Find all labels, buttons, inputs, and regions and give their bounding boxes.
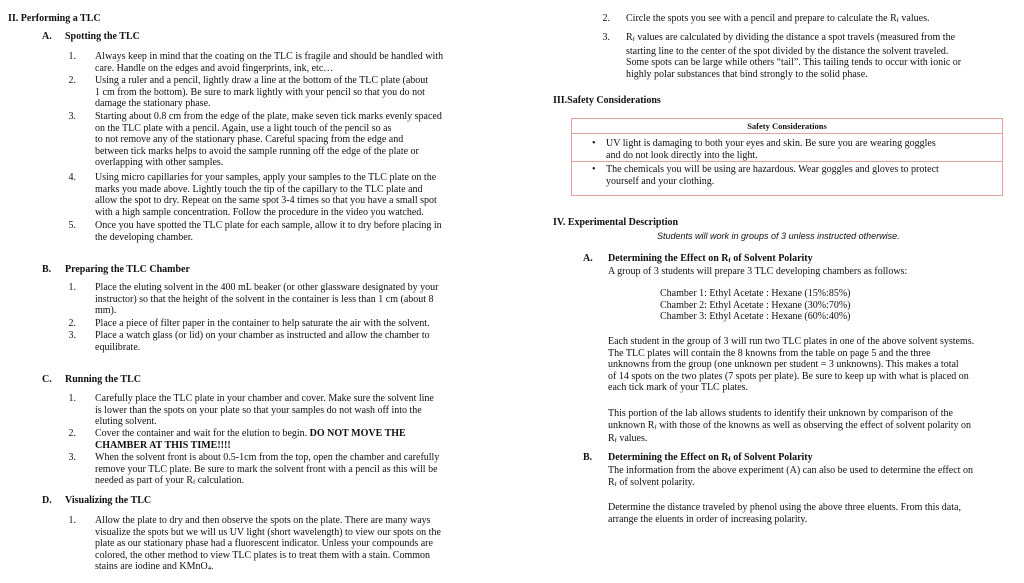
list-item: Once you have spotted the TLC plate for each sample, allow it to dry before placing in the developing chamber. bbox=[95, 220, 442, 243]
safety-box bbox=[571, 118, 1003, 196]
list-item: The chemicals you will be using are hazardous. Wear goggles and gloves to protect yourself and your clothing. bbox=[606, 164, 939, 187]
subsection-letter: B. bbox=[583, 452, 593, 463]
paragraph: Determine the distance traveled by phenol using the above three eluents. From this data, arrange the eluents in order of increasing polarity. bbox=[608, 502, 961, 525]
list-item: Allow the plate to dry and then observe the spots on the plate. There are many ways visualize the spots but we will us UV light (short wavelength) to view our spots on the plate as our stationary phase had a fluorescent indicator. Unless your compounds are colored, the other method to view TLC plates is to treat them with a stain. Common stains are iodine and KMnO4. bbox=[95, 515, 441, 573]
subsection-letter: B. bbox=[42, 264, 52, 275]
list-number: 2. bbox=[68, 318, 76, 329]
subsection-letter: D. bbox=[42, 495, 52, 506]
list-number: 5. bbox=[68, 220, 76, 231]
list-item: Always keep in mind that the coating on the TLC is fragile and should be handled with care. Handle on the edges and avoid fingerprints, ink, etc… bbox=[95, 51, 444, 74]
list-item: Rf values are calculated by dividing the distance a spot travels (measured from the starting line to the center of the spot divided by the distance the solvent traveled. Some spots can be large while others “tail”. This tailing tends to occur with ionic or highly polar substances that bind strongly to the solid phase. bbox=[626, 32, 962, 80]
section-title-experimental: IV. Experimental Description bbox=[553, 217, 679, 228]
safety-box-divider bbox=[572, 133, 1002, 134]
list-number: 1. bbox=[68, 393, 76, 404]
paragraph: This portion of the lab allows students to identify their unknown by comparison of the unknown Rf with those of the knowns as well as observing the effect of solvent polarity on Rf values. bbox=[608, 408, 972, 445]
list-item: Place the eluting solvent in the 400 mL beaker (or other glassware designated by your instructor) so that the height of the solvent in the container is less than 1 cm (about 8 mm). bbox=[95, 282, 439, 317]
list-number: 2. bbox=[68, 75, 76, 86]
paragraph: Each student in the group of 3 will run two TLC plates in one of the above solvent systems. The TLC plates will contain the 8 knowns from the table on page 5 and the three unknowns from the group (one unknown per student = 3 unknowns). This makes a total of 14 spots on the two plates (7 spots per plate). Be sure to keep up with what is placed on each tick mark of your TLC plates. bbox=[608, 336, 975, 394]
section-title-safety: III.Safety Considerations bbox=[553, 95, 661, 106]
list-item: Starting about 0.8 cm from the edge of the plate, make seven tick marks evenly spaced on the TLC plate with a pencil. Again, use a light touch of the pencil so as to not remove any of the stationary phase. Careful spacing from the edge and between tick marks helps to avoid the sample running off the edge of the plate or overlapping with other samples. bbox=[95, 111, 442, 169]
list-number: 4. bbox=[68, 172, 76, 183]
subsection-title-effect-rf: Determining the Effect on Rf of Solvent Polarity bbox=[608, 253, 813, 264]
section-title-performing-tlc: II. Performing a TLC bbox=[8, 13, 101, 24]
list-item: When the solvent front is about 0.5-1cm from the top, open the chamber and carefully remove your TLC plate. Be sure to mark the solvent front with a pencil as this will be needed as part of your Rf calculation. bbox=[95, 452, 440, 487]
list-item: Place a watch glass (or lid) on your chamber as instructed and allow the chamber to equilibrate. bbox=[95, 330, 430, 353]
list-item: Using a ruler and a pencil, lightly draw a line at the bottom of the TLC plate (about 1 cm from the bottom). Be sure to mark lightly with your pencil so that you do not damage the stationary phase. bbox=[95, 75, 429, 110]
list-item: Using micro capillaries for your samples, apply your samples to the TLC plate on the marks you made above. Lightly touch the tip of the capillary to the TLC plate and allow the spot to dry. Repeat on the same spot 3-4 times so that you have a small spot with a high sample concentration. Follow the procedure in the video you watched. bbox=[95, 172, 437, 218]
list-item: Cover the container and wait for the elution to begin. DO NOT MOVE THE CHAMBER AT THIS TIME!!!! bbox=[95, 428, 406, 451]
list-number: 3. bbox=[602, 32, 610, 43]
subsection-letter: C. bbox=[42, 374, 52, 385]
subsection-title-preparing-chamber: Preparing the TLC Chamber bbox=[65, 264, 190, 275]
subsection-title-running: Running the TLC bbox=[65, 374, 141, 385]
list-number: 1. bbox=[68, 282, 76, 293]
safety-box-divider bbox=[572, 161, 1002, 162]
list-item: Carefully place the TLC plate in your chamber and cover. Make sure the solvent line is lower than the spots on your plate so that your samples do not wash off into the eluting solvent. bbox=[95, 393, 434, 428]
list-number: 3. bbox=[68, 111, 76, 122]
bullet-icon: • bbox=[592, 138, 596, 149]
paragraph: A group of 3 students will prepare 3 TLC developing chambers as follows: bbox=[608, 266, 908, 277]
list-number: 3. bbox=[68, 452, 76, 463]
list-number: 2. bbox=[602, 13, 610, 24]
subsection-title-spotting: Spotting the TLC bbox=[65, 31, 140, 42]
list-number: 1. bbox=[68, 51, 76, 62]
section-note: Students will work in groups of 3 unless instructed otherwise. bbox=[657, 231, 900, 241]
subsection-title-effect-rf-b: Determining the Effect on Rf of Solvent Polarity bbox=[608, 452, 813, 463]
subsection-letter: A. bbox=[583, 253, 593, 264]
list-number: 1. bbox=[68, 515, 76, 526]
list-number: 2. bbox=[68, 428, 76, 439]
chamber-list: Chamber 1: Ethyl Acetate : Hexane (15%:85%) Chamber 2: Ethyl Acetate : Hexane (30%:70%) Chamber 3: Ethyl Acetate : Hexane (60%:40%) bbox=[660, 288, 851, 323]
list-item: Circle the spots you see with a pencil and prepare to calculate the Rf values. bbox=[626, 13, 930, 24]
list-number: 3. bbox=[68, 330, 76, 341]
subsection-title-visualizing: Visualizing the TLC bbox=[65, 495, 152, 506]
list-item: UV light is damaging to both your eyes and skin. Be sure you are wearing goggles and do not look directly into the light. bbox=[606, 138, 936, 161]
safety-box-header: Safety Considerations bbox=[747, 121, 827, 131]
bullet-icon: • bbox=[592, 164, 596, 175]
paragraph: The information from the above experiment (A) can also be used to determine the effect on Rf of solvent polarity. bbox=[608, 465, 973, 488]
subsection-letter: A. bbox=[42, 31, 52, 42]
list-item: Place a piece of filter paper in the container to help saturate the air with the solvent. bbox=[95, 318, 430, 329]
